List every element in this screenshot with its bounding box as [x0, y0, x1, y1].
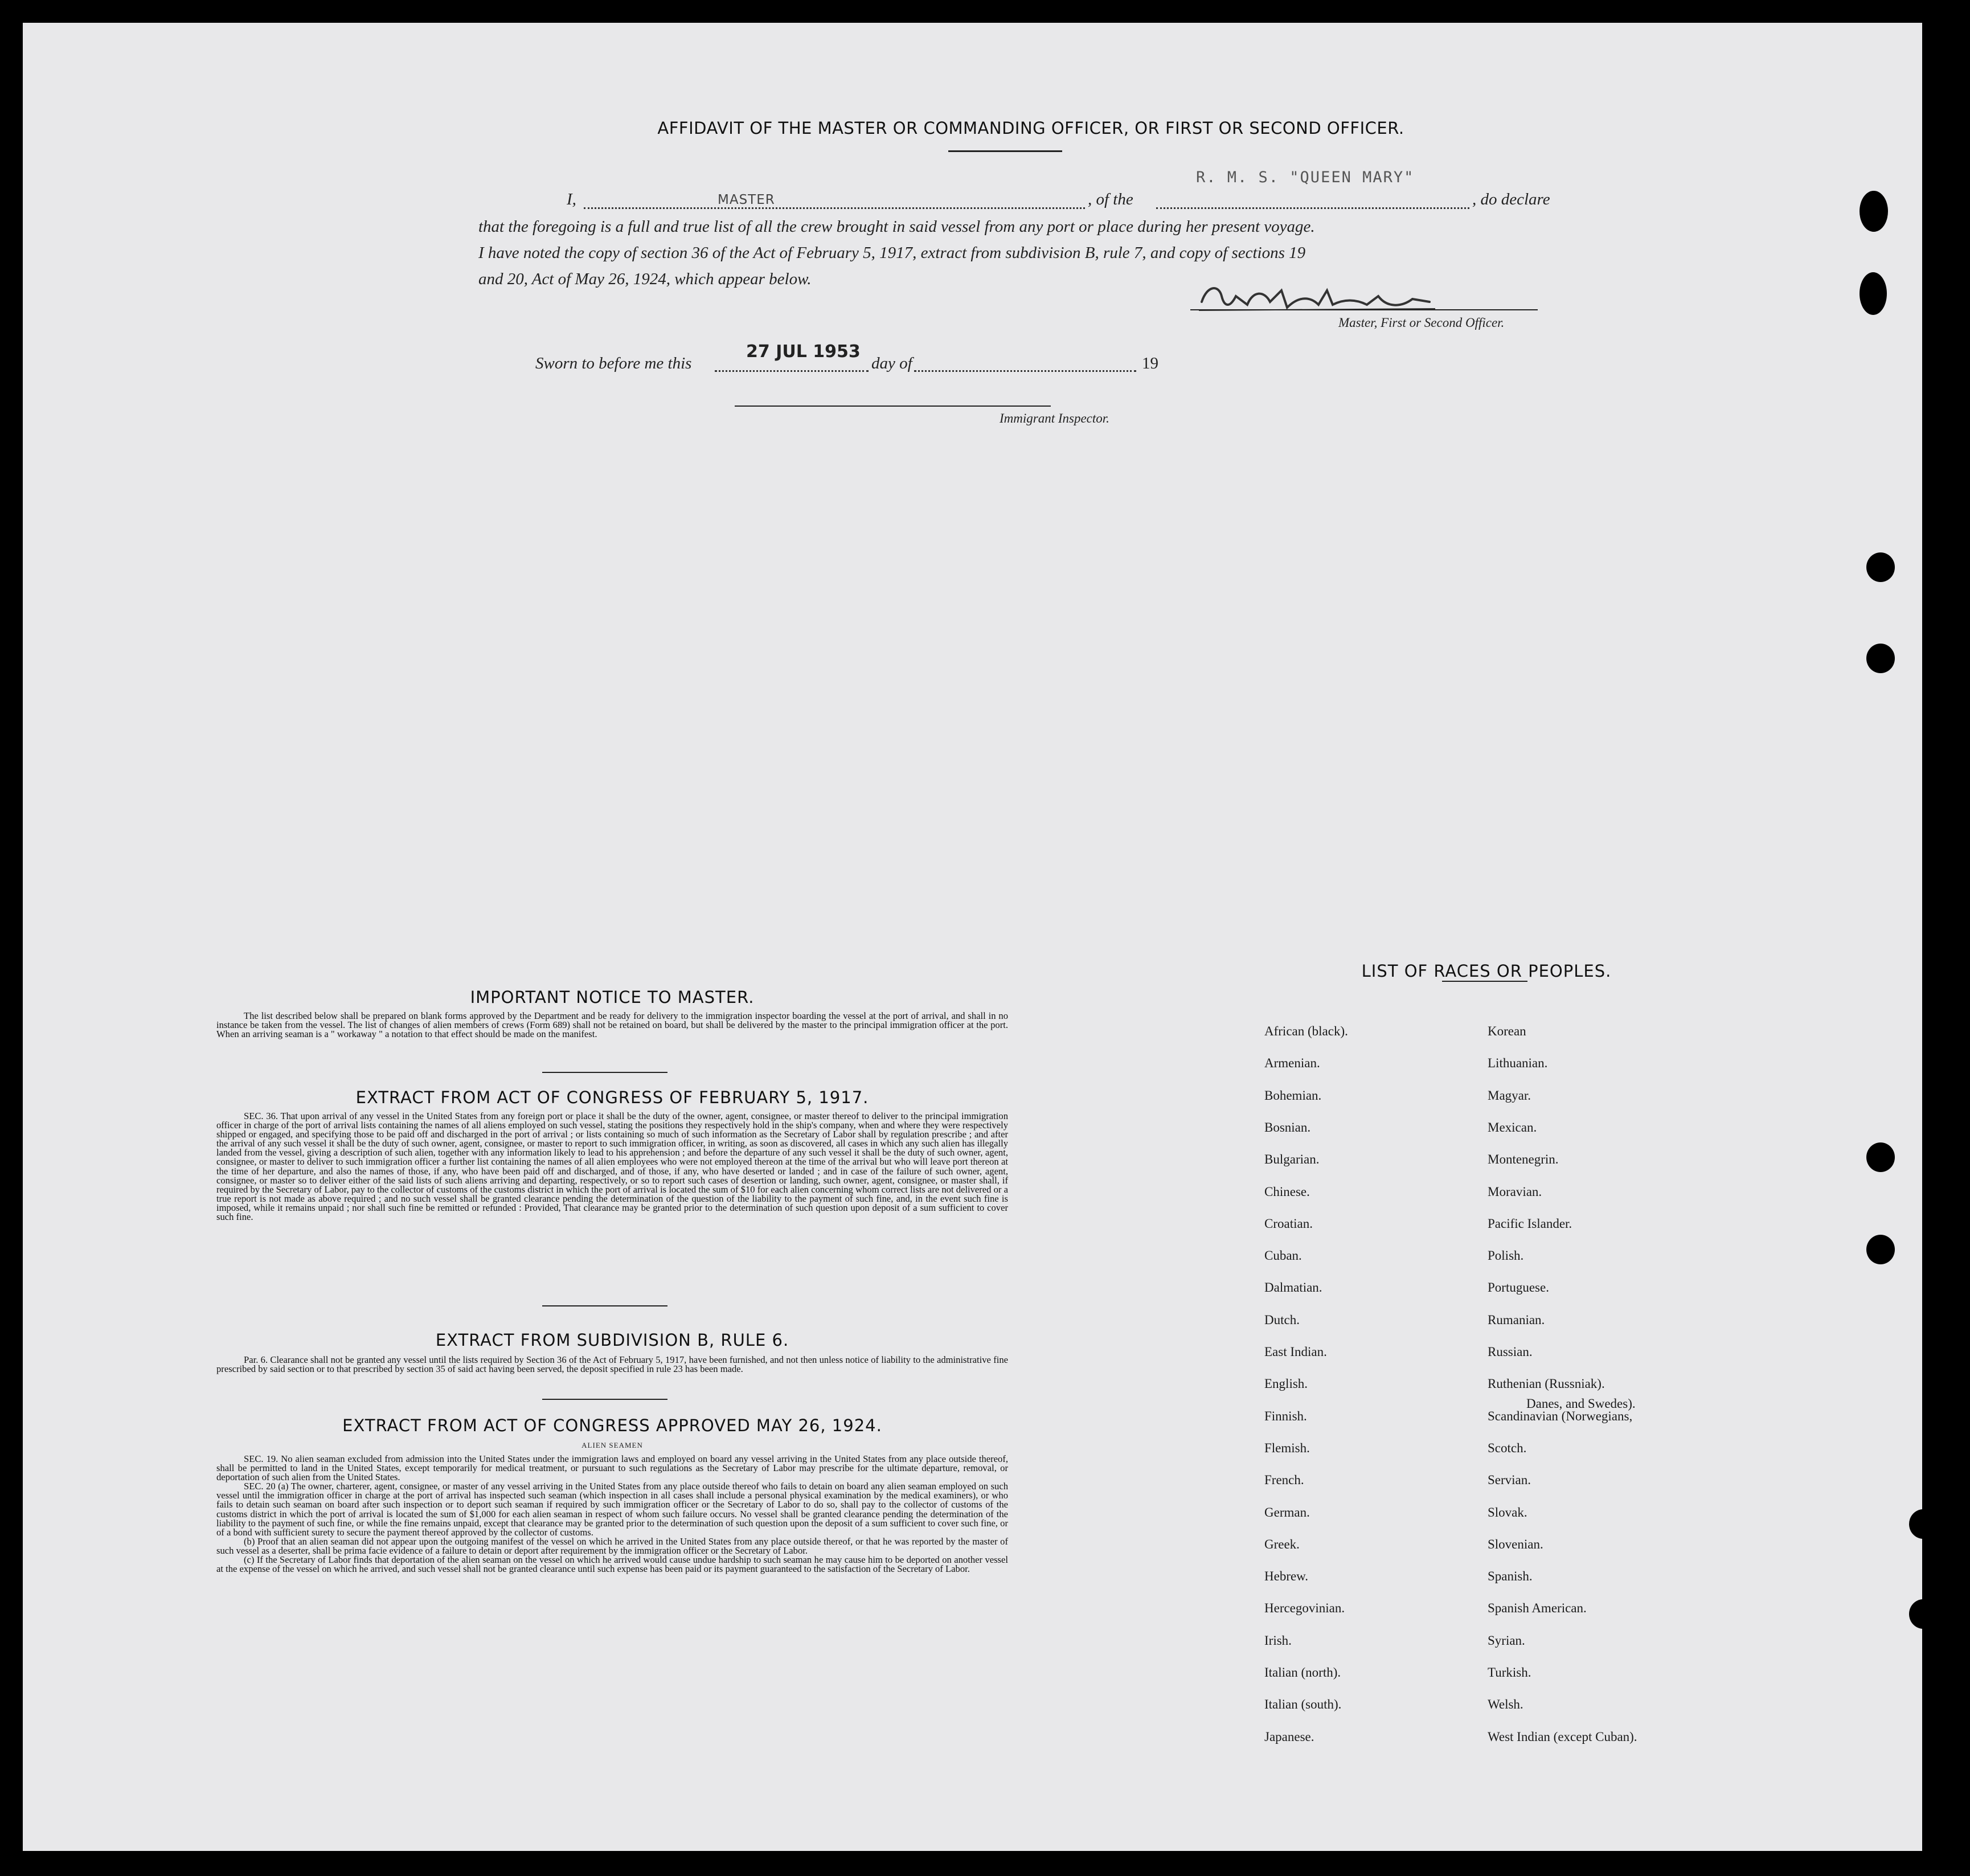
punch-hole [1909, 1599, 1938, 1629]
race-left-item: Italian (south). [1264, 1697, 1342, 1712]
master-field-value: MASTER [718, 192, 775, 207]
notice-text: The list described below shall be prepared on blank forms approved by the Department and be ready for delivery to the immigration inspector boarding the vessel at the port of arrival, and shall in no instance be taken from the vessel. The list of changes of alien members of crews (Form 689) shall not be retained on board, but shall be delivered by the master to the principal immigration officer at the port. When an arriving seaman is a " workaway " a notation to that effect should be made on the manifest. [216, 1010, 1008, 1040]
race-left-item: Irish. [1264, 1633, 1292, 1648]
race-right-item: Spanish. [1488, 1569, 1533, 1584]
race-right-item: Syrian. [1488, 1633, 1525, 1648]
sworn-date-stamp: 27 JUL 1953 [746, 342, 861, 362]
race-right-item: Slovenian. [1488, 1537, 1543, 1551]
vessel-field-value: R. M. S. "QUEEN MARY" [1196, 169, 1415, 186]
declaration-line-3: and 20, Act of May 26, 1924, which appear below. [478, 270, 812, 288]
extract-1917-title: EXTRACT FROM ACT OF CONGRESS OF FEBRUARY 5, 1917. [355, 1088, 869, 1107]
race-right-continuation: Danes, and Swedes). [1526, 1396, 1636, 1411]
do-declare-label: , do declare [1472, 190, 1550, 208]
race-left-item: French. [1264, 1473, 1304, 1488]
race-left-item: Greek. [1264, 1537, 1300, 1551]
vessel-field-line [1156, 207, 1469, 209]
race-left-item: German. [1264, 1505, 1310, 1519]
race-left-item: Italian (north). [1264, 1665, 1341, 1680]
year-prefix: 19 [1142, 354, 1158, 372]
rule6-rule [542, 1399, 667, 1400]
master-signature [1196, 273, 1447, 319]
signature-line [1190, 309, 1538, 310]
extract-1917-rule [542, 1305, 667, 1306]
inspector-label: Immigrant Inspector. [1000, 411, 1109, 425]
sworn-month-line [914, 370, 1136, 372]
race-left-item: Croatian. [1264, 1216, 1313, 1231]
punch-hole [1860, 191, 1888, 232]
races-rule [1442, 981, 1527, 982]
punch-hole [1909, 1509, 1938, 1539]
race-right-item: Polish. [1488, 1248, 1524, 1263]
signer-label: Master, First or Second Officer. [1338, 316, 1505, 330]
race-left-item: Bohemian. [1264, 1088, 1322, 1103]
race-right-item: Montenegrin. [1488, 1152, 1559, 1167]
race-right-item: Turkish. [1488, 1665, 1531, 1680]
race-left-item: Dutch. [1264, 1312, 1300, 1327]
race-left-item: Chinese. [1264, 1184, 1310, 1199]
race-left-item: Armenian. [1264, 1056, 1320, 1071]
race-right-item: Mexican. [1488, 1120, 1537, 1134]
race-right-item: Welsh. [1488, 1697, 1523, 1712]
extract-1924-para: (b) Proof that an alien seaman did not appear upon the outgoing manifest of the vessel on which he arrived in the United States from any place outside thereof, or that he was reported by the master of such vessel as a deserter, shall be prima facie evidence of a failure to detain or deport after requirement by the immigration officer or the Secretary of Labor. [216, 1535, 1008, 1556]
of-the-label: , of the [1088, 190, 1133, 208]
punch-hole [1866, 1142, 1895, 1172]
master-field-line [584, 207, 1085, 209]
race-left-item: English. [1264, 1377, 1308, 1391]
punch-hole [1866, 552, 1895, 582]
race-right-item: Pacific Islander. [1488, 1216, 1572, 1231]
i-label: I, [567, 190, 576, 208]
notice-rule [542, 1072, 667, 1073]
race-left-item: Hercegovinian. [1264, 1601, 1345, 1616]
notice-title: IMPORTANT NOTICE TO MASTER. [470, 988, 755, 1007]
race-left-item: Cuban. [1264, 1248, 1302, 1263]
race-right-item: Magyar. [1488, 1088, 1531, 1103]
race-right-item: Scandinavian (Norwegians, [1488, 1408, 1633, 1423]
race-left-item: African (black). [1264, 1024, 1348, 1038]
extract-1924-para: (c) If the Secretary of Labor finds that deportation of the alien seaman on the vessel on which he arrived would cause undue hardship to such seaman he may cause him to be deported on another vessel at the expense of the vessel on which he arrived, and such vessel shall not be granted clearance until such expense has been paid or its payment guaranteed to the satisfaction of the Secretary of Labor. [216, 1554, 1008, 1575]
race-right-item: Rumanian. [1488, 1312, 1545, 1327]
race-right-item: Slovak. [1488, 1505, 1527, 1519]
sworn-day-line [715, 370, 869, 372]
sworn-label: Sworn to before me this [535, 354, 692, 372]
race-left-item: Finnish. [1264, 1408, 1307, 1423]
race-right-item: Ruthenian (Russniak). [1488, 1377, 1605, 1391]
race-left-item: Bosnian. [1264, 1120, 1311, 1134]
declaration-line-1: that the foregoing is a full and true list of all the crew brought in said vessel from any port or place during her present voyage. [478, 218, 1315, 236]
inspector-signature-line [735, 405, 1051, 407]
race-right-item: Scotch. [1488, 1440, 1527, 1455]
rule6-text: Par. 6. Clearance shall not be granted any vessel until the lists required by Section 36 of the Act of February 5, 1917, have been furnished, and not then unless notice of liability to the administrative fine prescribed by said section or to that prescribed by section 35 of said act having been served, the deposit specified in rule 23 has been made. [216, 1354, 1008, 1375]
race-left-item: Hebrew. [1264, 1569, 1309, 1584]
extract-1924-body [216, 1455, 1008, 1574]
declaration-line-2: I have noted the copy of section 36 of the Act of February 5, 1917, extract from subdivision B, rule 7, and copy of sections 19 [478, 244, 1306, 262]
punch-hole [1866, 1235, 1895, 1264]
extract-1924-title: EXTRACT FROM ACT OF CONGRESS APPROVED MAY 26, 1924. [342, 1416, 882, 1435]
race-left-item: Bulgarian. [1264, 1152, 1320, 1167]
punch-hole [1866, 644, 1895, 673]
race-right-item: West Indian (except Cuban). [1488, 1729, 1637, 1744]
races-title: LIST OF RACES OR PEOPLES. [1361, 961, 1612, 981]
document-page [23, 23, 1922, 1851]
punch-hole [1860, 272, 1887, 315]
race-right-item: Spanish American. [1488, 1601, 1587, 1616]
race-left-item: Flemish. [1264, 1440, 1310, 1455]
extract-1917-text: SEC. 36. That upon arrival of any vessel in the United States from any foreign port or place it shall be the duty of the owner, agent, consignee, or master thereof to deliver to the principal immigration officer in charge of the port of arrival lists containing the names of all aliens employed on such vessel, stating the positions they respectively hold in the ship's company, when and where they were respectively shipped or engaged, and specifying those to be paid off and discharged in the port of arrival ; or lists containing so much of such information as the Secretary of Labor shall by regulation prescribe ; and after the arrival of any such vessel it shall be the duty of such owner, agent, consignee, or master to report to such immigration officer, in writing, as soon as discovered, all cases in which any such alien has illegally landed from the vessel, giving a description of such alien, together with any information likely to lead to his apprehension ; and before the departure of any such vessel it shall be the duty of such owner, agent, consignee, or master to deliver to such immigration officer a further list containing the names of all alien employees who were not employed thereon at the time of the arrival but who will leave port thereon at the time of her departure, and also the names of those, if any, who have been paid off and discharged, and of those, if any, who have deserted or landed ; and in case of the failure of such owner, agent, consignee, or master so to deliver either of the said lists of such aliens arriving and departing, respectively, or so to report such cases of desertion or landing, such owner, agent, consignee, or master shall, if required by the Secretary of Labor, pay to the collector of customs of the customs district in which the port of arrival is located the sum of $10 for each alien concerning whom correct lists are not delivered or a true report is not made as above required ; and no such vessel shall be granted clearance pending the determination of the question of the liability to the payment of such fine, and, in the event such fine is imposed, while it remains unpaid ; nor shall such fine be remitted or refunded : Provided, That clearance may be granted prior to the determination of such question upon deposit of a sum sufficient to cover such fine. [216, 1111, 1008, 1223]
race-right-item: Korean [1488, 1024, 1526, 1038]
race-right-item: Lithuanian. [1488, 1056, 1548, 1071]
day-of-label: day of [871, 354, 912, 372]
race-right-item: Servian. [1488, 1473, 1531, 1488]
race-left-item: Dalmatian. [1264, 1280, 1322, 1295]
race-left-item: East Indian. [1264, 1345, 1327, 1359]
race-right-item: Russian. [1488, 1345, 1533, 1359]
race-right-item: Moravian. [1488, 1184, 1542, 1199]
extract-1924-subtitle: ALIEN SEAMEN [581, 1441, 643, 1449]
race-right-item: Portuguese. [1488, 1280, 1549, 1295]
rule6-title: EXTRACT FROM SUBDIVISION B, RULE 6. [435, 1330, 789, 1350]
extract-1924-para: SEC. 20 (a) The owner, charterer, agent, consignee, or master of any vessel arriving in the United States from any place outside thereof who fails to detain on board any alien seaman employed on such vessel until the immigration officer in charge at the port of arrival has inspected such seaman (which inspection in all cases shall include a personal physical examination by the medical examiners), or who fails to detain such seaman on board after such inspection or to deport such seaman if required by such immigration officer or the Secretary of Labor to do so, shall pay to the collector of customs of the customs district in which the port of arrival is located the sum of $1,000 for each alien seaman in respect of whom such failure occurs. No vessel shall be granted clearance pending the determination of the liability to the payment of such fine, or while the fine remains unpaid, except that clearance may be granted prior to the determination of such question upon the deposit of a sum sufficient to cover such fine, or of a bond with sufficient surety to secure the payment thereof approved by the collector of customs. [216, 1481, 1008, 1538]
race-left-item: Japanese. [1264, 1729, 1314, 1744]
extract-1924-para: SEC. 19. No alien seaman excluded from admission into the United States under the immigration laws and employed on board any vessel arriving in the United States from any place outside thereof, shall be permitted to land in the United States, except temporarily for medical treatment, or pursuant to such regulations as the Secretary of Labor may prescribe for the ultimate departure, removal, or deportation of such alien from the United States. [216, 1453, 1008, 1483]
title-rule [948, 150, 1062, 152]
affidavit-title: AFFIDAVIT OF THE MASTER OR COMMANDING OFFICER, OR FIRST OR SECOND OFFICER. [657, 118, 1404, 138]
